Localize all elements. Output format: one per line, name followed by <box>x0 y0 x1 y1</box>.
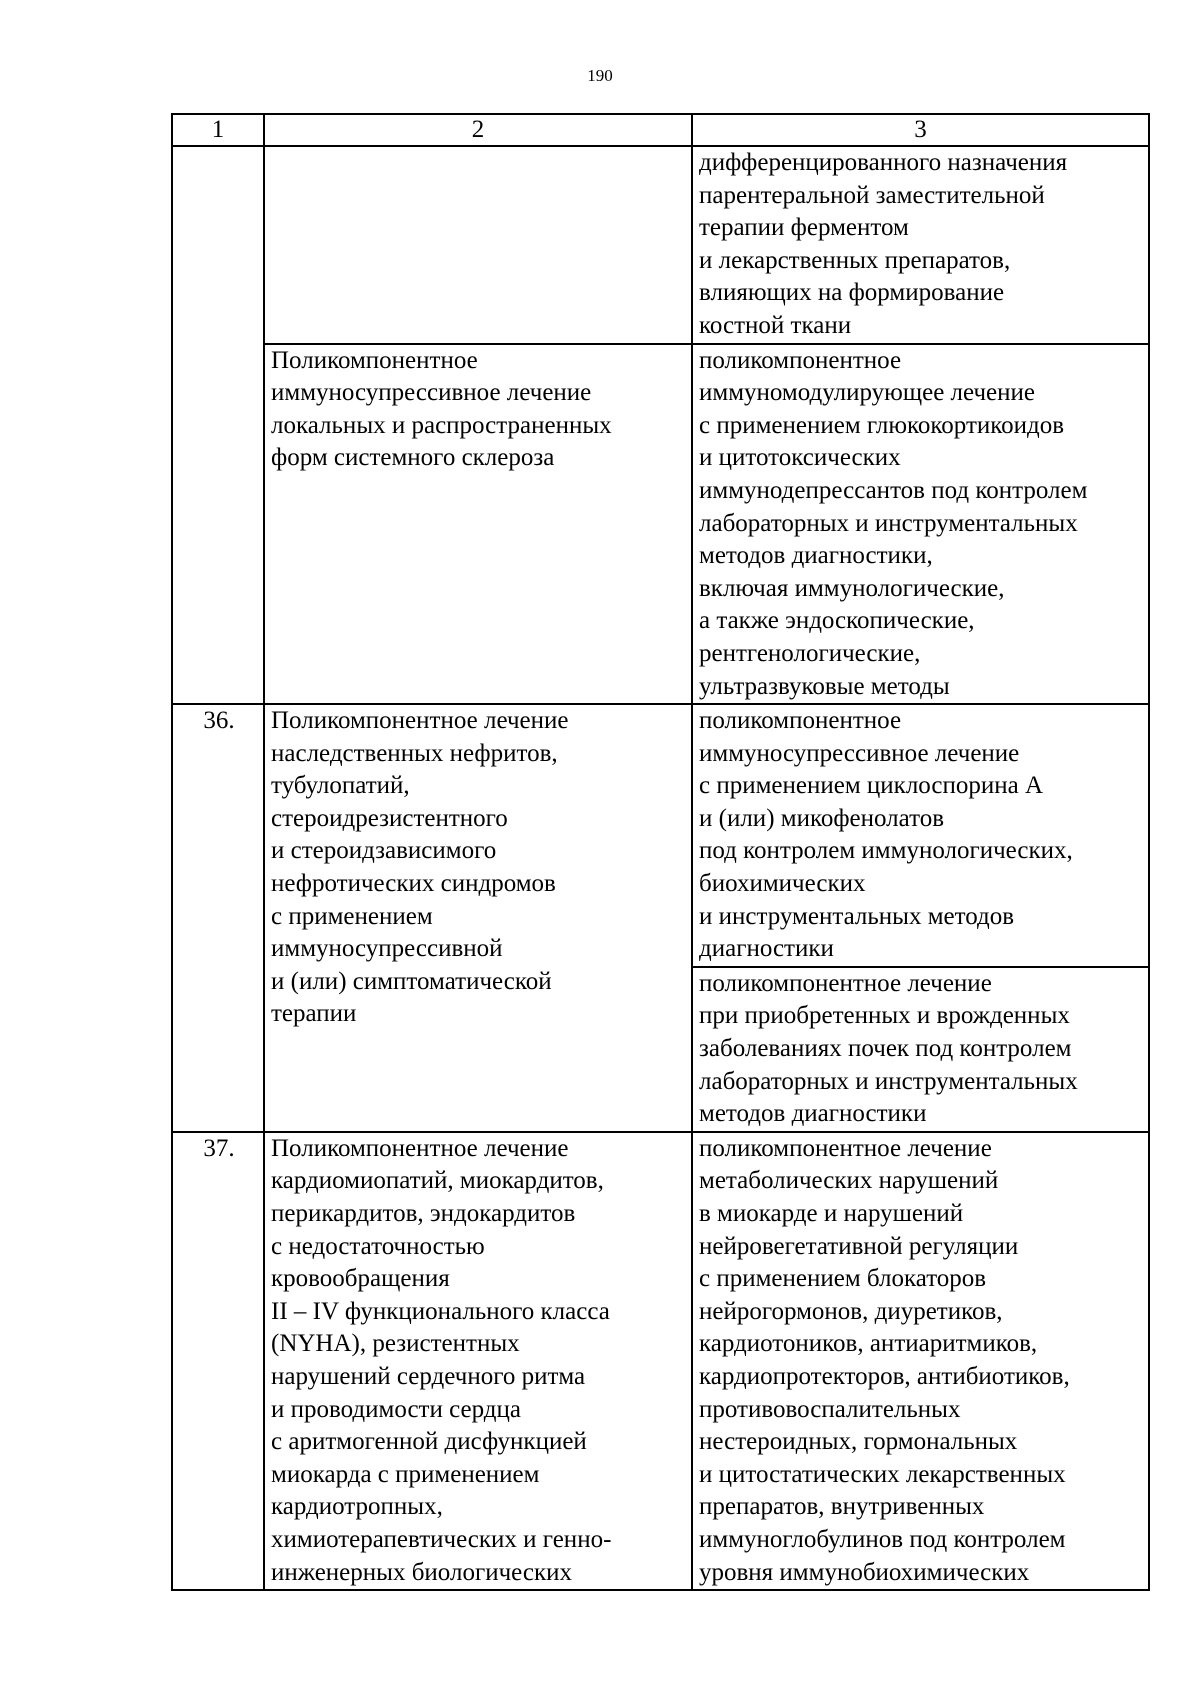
services-table <box>171 113 1150 1591</box>
treatment-method-cell: поликомпонентное лечение при приобретенных и врожденных заболеваниях почек под контролем лабораторных и инструментальных методов диагностики <box>692 967 1149 1132</box>
service-name-cell: Поликомпонентное лечение кардиомиопатий, миокардитов, перикардитов, эндокардитов с недостаточностью кровообращения II – IV функционального класса (NYHA), резистентных нарушений сердечного ритма и проводимости сердца с аритмогенной дисфункцией миокарда с применением кардиотропных, химиотерапевтических и генно- инженерных биологических <box>264 1132 692 1590</box>
service-name-cell <box>264 146 692 344</box>
service-name-cell: Поликомпонентное иммуносупрессивное лечение локальных и распространенных форм системного склероза <box>264 344 692 705</box>
treatment-method-cell: поликомпонентное лечение метаболических нарушений в миокарде и нарушений нейровегетативной регуляции с применением блокаторов нейрогормонов, диуретиков, кардиотоников, антиаритмиков, кардиопротекторов, антибиотиков, противовоспалительных нестероидных, гормональных и цитостатических лекарственных препаратов, внутривенных иммуноглобулинов под контролем уровня иммунобиохимических <box>692 1132 1149 1590</box>
table-header-row <box>172 114 1149 146</box>
header-col-2: 2 <box>264 114 692 146</box>
treatment-method-cell: поликомпонентное иммуносупрессивное лечение с применением циклоспорина А и (или) микофенолатов под контролем иммунологических, биохимических и инструментальных методов диагностики <box>692 704 1149 967</box>
table-row <box>172 146 1149 344</box>
header-col-3: 3 <box>692 114 1149 146</box>
row-number-cell: 36. <box>172 704 264 1132</box>
treatment-method-cell: поликомпонентное иммуномодулирующее лечение с применением глюкокортикоидов и цитотоксических иммунодепрессантов под контролем лабораторных и инструментальных методов диагностики, включая иммунологические, а также эндоскопические, рентгенологические, ультразвуковые методы <box>692 344 1149 705</box>
row-number-cell <box>172 146 264 704</box>
treatment-method-cell: дифференцированного назначения парентеральной заместительной терапии ферментом и лекарственных препаратов, влияющих на формирование костной ткани <box>692 146 1149 344</box>
table-row <box>172 704 1149 967</box>
table-row <box>172 344 1149 705</box>
page-number: 190 <box>587 66 613 85</box>
header-col-1: 1 <box>172 114 264 146</box>
table-row <box>172 1132 1149 1590</box>
service-name-cell: Поликомпонентное лечение наследственных нефритов, тубулопатий, стероидрезистентного и стероидзависимого нефротических синдромов с применением иммуносупрессивной и (или) симптоматической терапии <box>264 704 692 1132</box>
row-number-cell: 37. <box>172 1132 264 1590</box>
